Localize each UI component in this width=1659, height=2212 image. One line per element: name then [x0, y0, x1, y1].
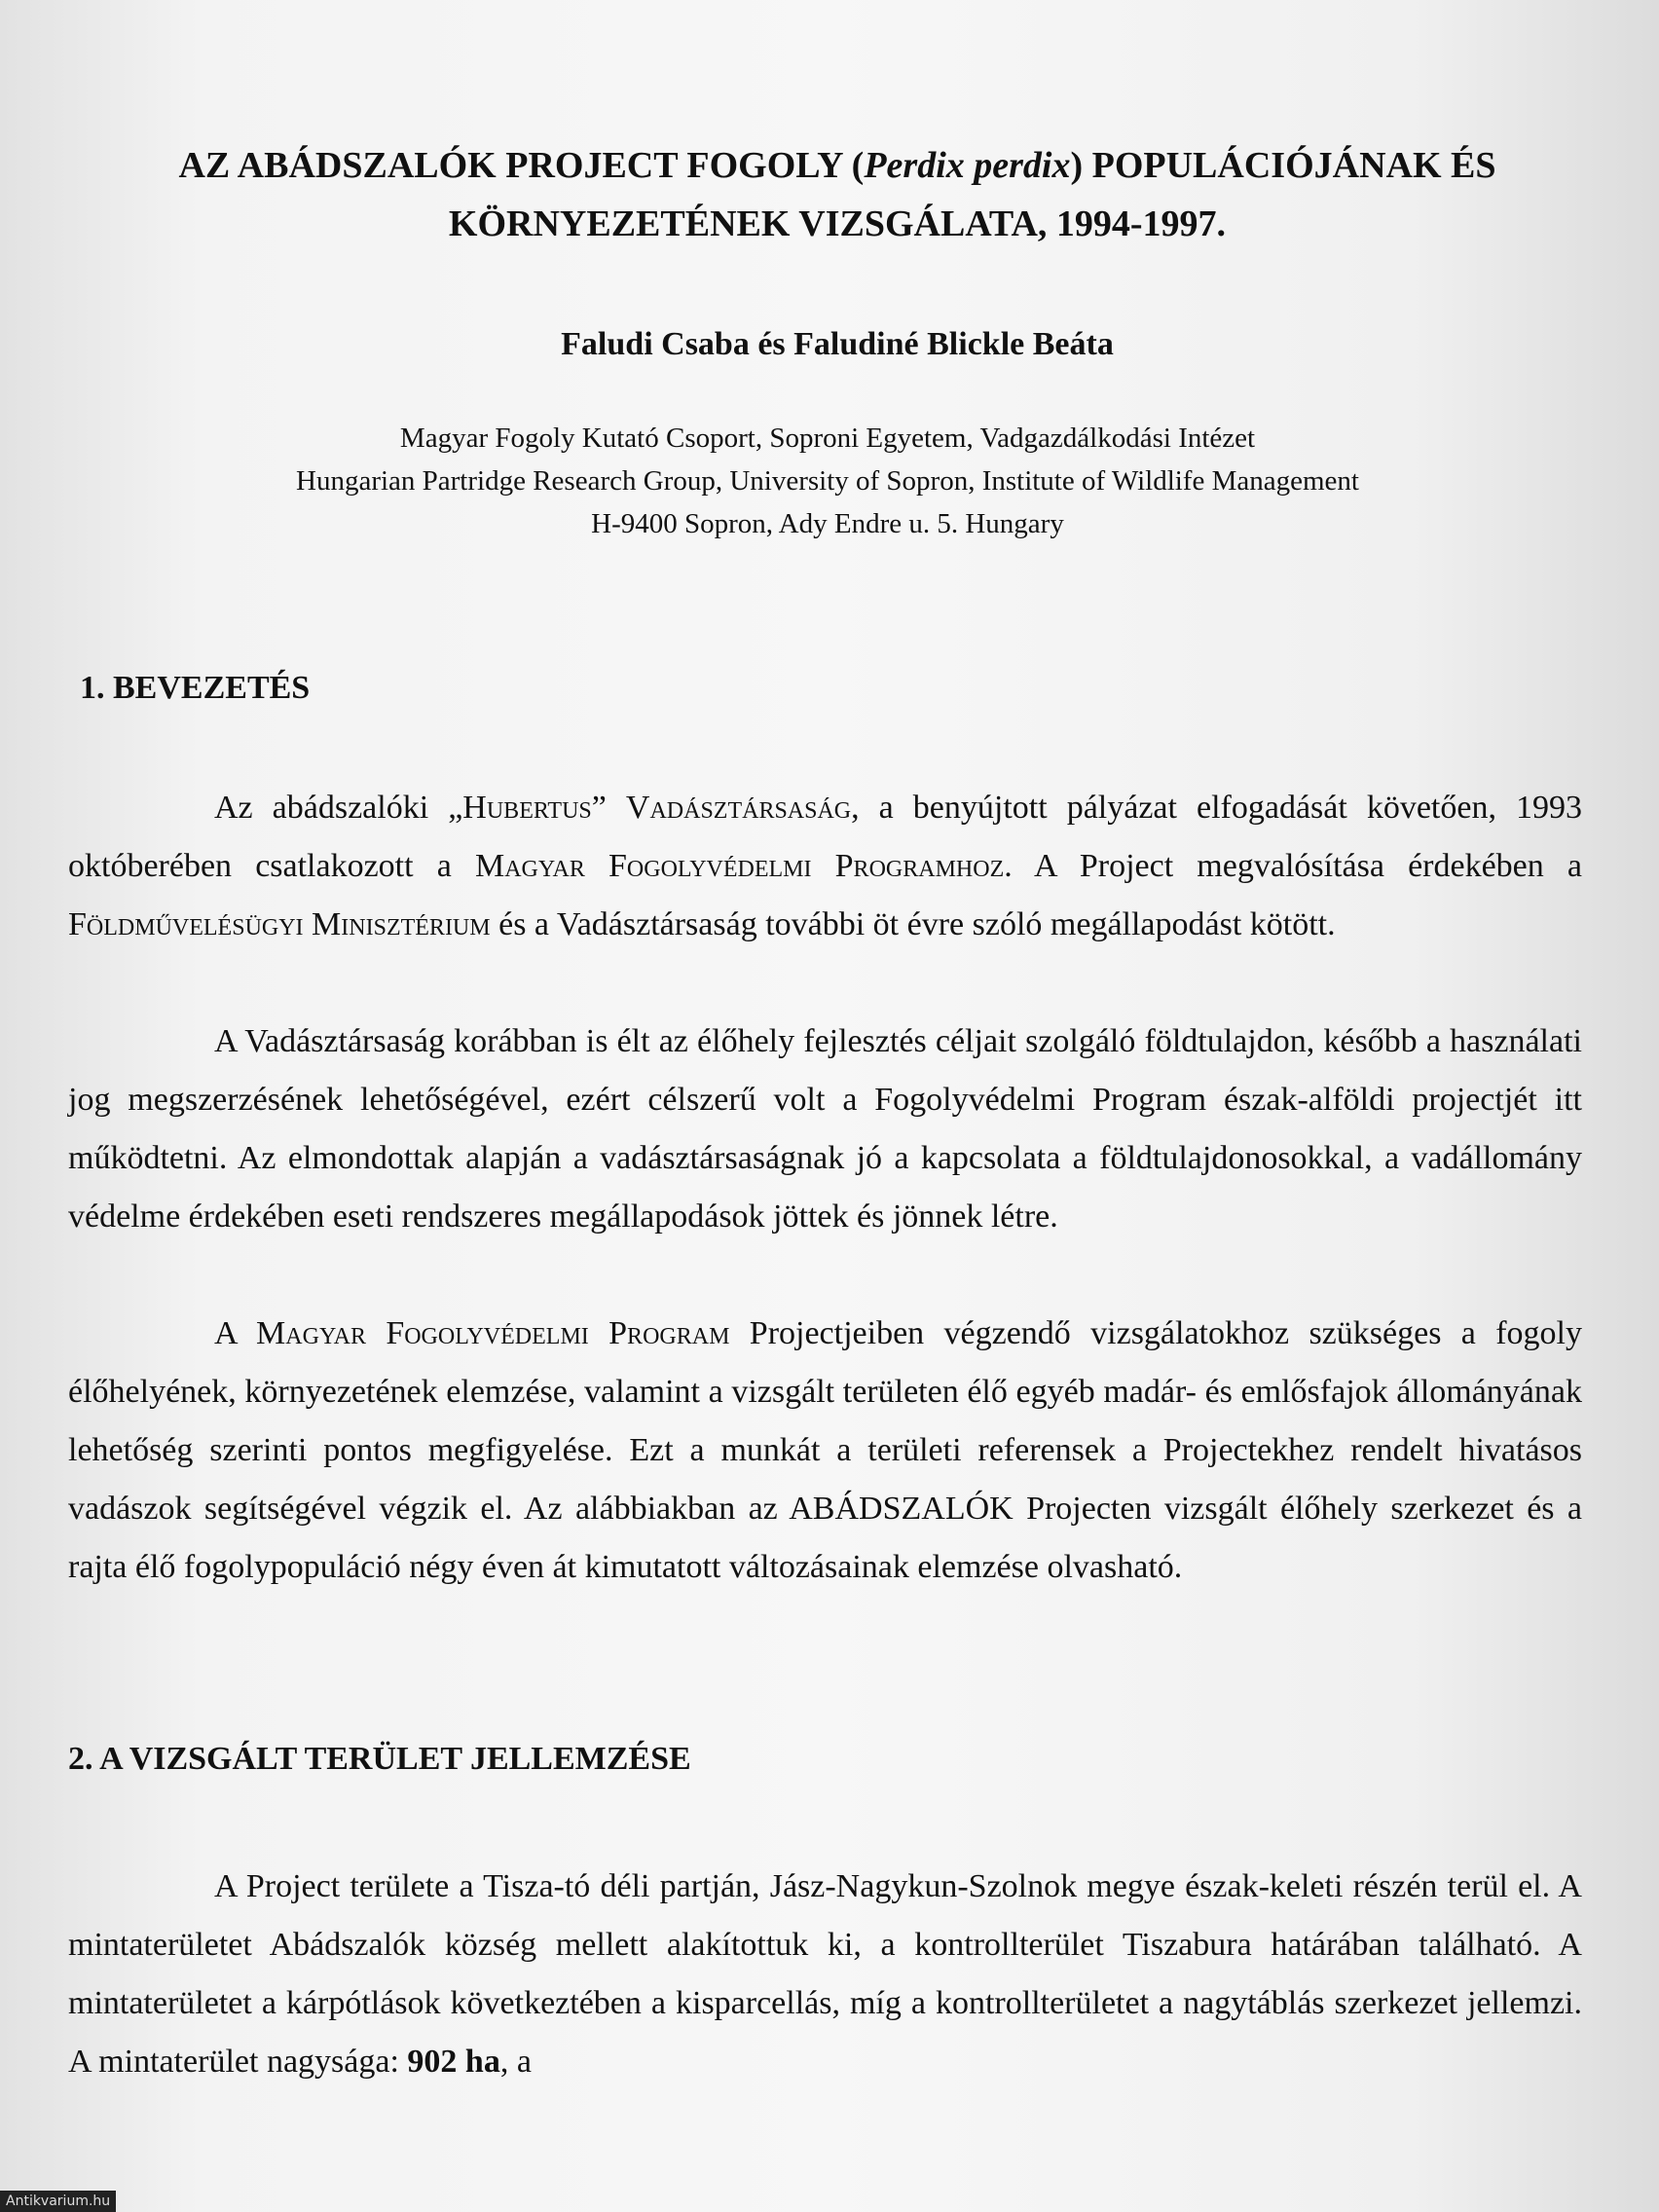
- species-name: Perdix perdix: [864, 145, 1071, 186]
- program-name: Magyar Fogolyvédelmi Program: [256, 1315, 730, 1351]
- paragraph-4: [68, 1858, 1582, 2091]
- text: A Project területe a Tisza-tó déli partján, Jász-Nagykun-Szolnok megye észak-keleti részén terül el. A mintaterületet Abádszalók község mellett alakítottuk ki, a kontrollterület Tiszabura határában található. A mintaterületet a kárpótlások következtében a kisparcellás, míg a kontrollterületet a nagytáblás szerkezet jellemzi. A mintaterület nagysága:: [68, 1868, 1582, 2080]
- watermark: Antikvarium.hu: [0, 2191, 116, 2212]
- title-line-1: [117, 136, 1558, 195]
- paragraph-1: [68, 779, 1582, 954]
- paper-title: [117, 136, 1558, 253]
- section-heading-2: 2. A VIZSGÁLT TERÜLET JELLEMZÉSE: [68, 1741, 691, 1777]
- text: , a benyújtott pályázat elfogadását követően, 1993 októberében csatlakozott a: [68, 790, 1582, 884]
- area-value: 902 ha: [407, 2044, 500, 2080]
- text: . A Project megvalósítása érdekében a: [1004, 848, 1583, 884]
- ministry-name: Földművelésügyi Minisztérium: [68, 906, 491, 942]
- project-name: ABÁDSZALÓK: [789, 1491, 1014, 1527]
- text: A: [214, 1315, 257, 1351]
- title-line-2: KÖRNYEZETÉNEK VIZSGÁLATA, 1994-1997.: [448, 203, 1227, 244]
- text: ”: [591, 790, 626, 826]
- text: Projectjeiben végzendő vizsgálatokhoz szükséges a fogoly élőhelyének, környezetének elemzése, valamint a vizsgált területen élő egyéb madár- és emlősfajok állományának lehetőség szerinti pontos megfigyelése. Ezt a munkát a területi referensek a Projectekhez rendelt hivatásos vadászok segítségével végzik el. Az alábbiakban az: [68, 1315, 1583, 1527]
- paragraph-3: [68, 1305, 1582, 1597]
- title-text: ) POPULÁCIÓJÁNAK ÉS: [1070, 145, 1496, 186]
- text: , a: [499, 2044, 532, 2080]
- program-name: Magyar Fogolyvédelmi Programhoz: [474, 848, 1005, 884]
- org-name: Vadásztársaság: [625, 790, 852, 826]
- org-name: Hubertus: [462, 790, 592, 826]
- title-text: AZ ABÁDSZALÓK PROJECT FOGOLY (: [178, 145, 865, 186]
- affiliation: [175, 417, 1480, 545]
- section-heading-1: 1. BEVEZETÉS: [80, 670, 311, 706]
- text: Projecten vizsgált élőhely szerkezet és a rajta élő fogolypopuláció négy éven át kimutatott változásainak elemzése olvasható.: [68, 1491, 1582, 1585]
- authors: Faludi Csaba és Faludiné Blickle Beáta: [561, 326, 1114, 362]
- affiliation-hu: Magyar Fogoly Kutató Csoport, Soproni Egyetem, Vadgazdálkodási Intézet: [399, 423, 1256, 454]
- text: Az abádszalóki „: [214, 790, 463, 826]
- text: és a Vadásztársaság további öt évre szóló megállapodást kötött.: [490, 906, 1336, 942]
- paragraph-2: [68, 1013, 1582, 1246]
- text: A Vadásztársaság korábban is élt az élőhely fejlesztés céljait szolgáló földtulajdon, később a használati jog megszerzésének lehetőségével, ezért célszerű volt a Fogolyvédelmi Program észak-alföldi projectjét itt működtetni. Az elmondottak alapján a vadásztársaságnak jó a kapcsolata a földtulajdonosokkal, a vadállomány védelme érdekében eseti rendszeres megállapodások jöttek és jönnek létre.: [68, 1023, 1582, 1235]
- affiliation-en: Hungarian Partridge Research Group, University of Sopron, Institute of Wildlife Management: [296, 465, 1359, 497]
- affiliation-address: H-9400 Sopron, Ady Endre u. 5. Hungary: [591, 508, 1064, 539]
